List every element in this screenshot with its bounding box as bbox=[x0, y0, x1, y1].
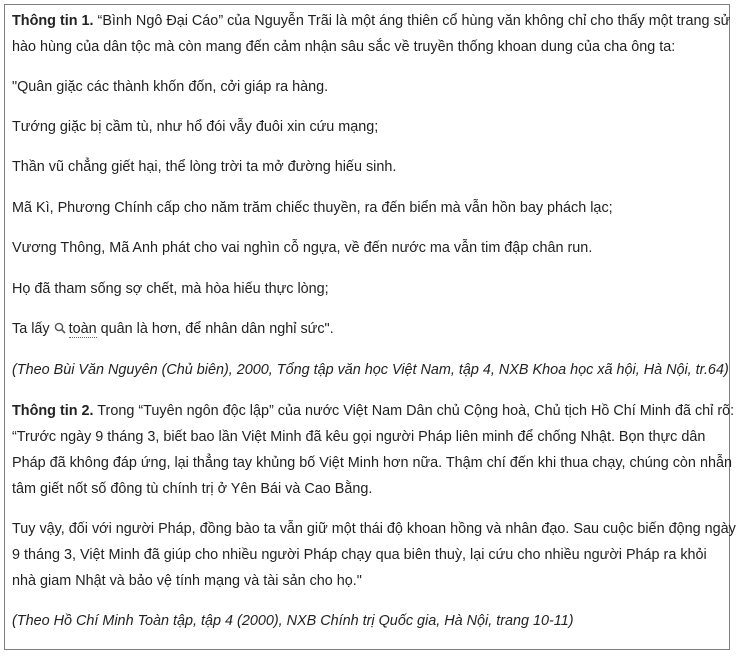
text-box bbox=[4, 4, 736, 650]
verse-5: Vương Thông, Mã Anh phát cho vai nghìn cỗ ngựa, về đến nước ma vẫn tim đập chân run. bbox=[12, 240, 593, 256]
lookup-word-link[interactable]: toàn bbox=[68, 321, 97, 337]
info1-line-2: hào hùng của dân tộc mà còn mang đến cảm nhận sâu sắc về truyền thống khoan dung của cha ông ta: bbox=[12, 39, 676, 55]
info2-para2-line-1: Tuy vậy, đối với người Pháp, đồng bào ta vẫn giữ một thái độ khoan hồng và nhân đạo. Sau cuộc biến động ngày bbox=[12, 521, 736, 537]
verse-6: Họ đã tham sống sợ chết, mà hòa hiếu thực lòng; bbox=[12, 281, 329, 297]
info2-line-3: Pháp đã không đáp ứng, lại thẳng tay khủng bố Việt Minh hơn nữa. Thậm chí đến khi thua chạy, chúng còn nhẫn bbox=[12, 455, 732, 471]
verse-2: Tướng giặc bị cầm tù, như hổ đói vẫy đuôi xin cứu mạng; bbox=[12, 119, 379, 135]
info1-label: Thông tin 1. bbox=[12, 13, 94, 29]
info1-source: (Theo Bùi Văn Nguyên (Chủ biên), 2000, Tổng tập văn học Việt Nam, tập 4, NXB Khoa học xã hội, Hà Nội, tr.64) bbox=[12, 362, 729, 378]
info2-label: Thông tin 2. bbox=[12, 403, 94, 419]
info2-line-1 bbox=[12, 401, 734, 421]
info2-line-4: tâm giết nốt số đông tù chính trị ở Yên Bái và Cao Bằng. bbox=[12, 481, 373, 497]
info2-para2-line-2: 9 tháng 3, Việt Minh đã giúp cho nhiều người Pháp chạy qua biên thuỳ, lại cứu cho nhiều người Pháp ra khỏi bbox=[12, 547, 707, 563]
verse-4: Mã Kì, Phương Chính cấp cho năm trăm chiếc thuyền, ra đến biển mà vẫn hồn bay phách lạc; bbox=[12, 200, 613, 216]
info2-line-2: “Trước ngày 9 tháng 3, biết bao lần Việt Minh đã kêu gọi người Pháp liên minh để chống Nhật. Bọn thực dân bbox=[12, 429, 706, 445]
verse-7-end: quân là hơn, để nhân dân nghỉ sức". bbox=[96, 321, 334, 337]
verse-7-start: Ta lấy bbox=[12, 321, 50, 337]
info1-intro-text: “Bình Ngô Đại Cáo” của Nguyễn Trãi là một áng thiên cổ hùng văn không chỉ cho thấy một trang sử bbox=[97, 13, 731, 29]
verse-3: Thần vũ chẳng giết hại, thể lòng trời ta mở đường hiếu sinh. bbox=[12, 159, 397, 175]
search-icon[interactable] bbox=[54, 322, 66, 334]
info2-intro-text: Trong “Tuyên ngôn độc lập” của nước Việt Nam Dân chủ Cộng hoà, Chủ tịch Hồ Chí Minh đã chỉ rõ: bbox=[93, 403, 735, 419]
verse-7 bbox=[12, 319, 334, 339]
verse-1: "Quân giặc các thành khốn đốn, cởi giáp ra hàng. bbox=[12, 79, 329, 95]
info1-line-1 bbox=[12, 11, 730, 31]
info2-para2-line-3: nhà giam Nhật và bảo vệ tính mạng và tài sản cho họ." bbox=[12, 573, 362, 589]
info2-source: (Theo Hồ Chí Minh Toàn tập, tập 4 (2000), NXB Chính trị Quốc gia, Hà Nội, trang 10-11) bbox=[12, 613, 574, 629]
